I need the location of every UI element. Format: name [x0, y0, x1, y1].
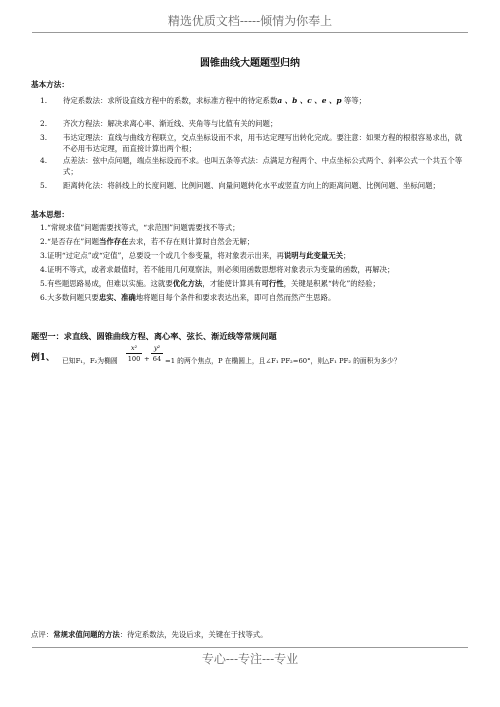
- method-3-number: 3.: [40, 133, 48, 142]
- idea-5-text-mid: ，才能使计算具有: [202, 279, 262, 288]
- method-2: 齐次方程法：解决求离心率、渐近线、夹角等与比值有关的问题；: [63, 119, 278, 128]
- method-1: [63, 95, 366, 106]
- idea-1-text: “常规求值”问题需要找等式，“求范围”问题需要找不等式；: [47, 223, 240, 232]
- idea-5-emphasis: 优化方法: [172, 279, 203, 288]
- footer-divider: [32, 647, 468, 648]
- fraction-2-numerator: y²: [153, 344, 161, 352]
- method-3: 韦达定理法：直线与曲线方程联立，交点坐标设而不求，用韦达定理写出转化完成。要注意：如果方程的根很容易求出，就不必用韦达定理，而直接计算出两个根；: [63, 133, 463, 153]
- method-1-text: 待定系数法：求所设直线方程中的系数，求标准方程中的待定系数: [63, 96, 278, 105]
- idea-6-text: 大多数问题只要: [47, 293, 99, 302]
- idea-5-emphasis-2: 可行性: [261, 279, 284, 288]
- example-1-question: =1 的两个焦点，P 在椭圆上，且∠F₁ PF₂=60°，则△F₁ PF₂ 的面积为多少？: [165, 357, 401, 365]
- method-1-variables: a 、b 、c 、e 、p: [277, 96, 342, 105]
- idea-2-number: 2.: [40, 237, 48, 246]
- method-1-number: 1.: [40, 96, 48, 105]
- page-footer: 专心---专注---专业: [201, 652, 299, 666]
- header-divider: [32, 32, 468, 33]
- idea-4-number: 4.: [40, 265, 48, 274]
- fraction-x-squared-over-100: [126, 344, 142, 363]
- method-5-number: 5.: [40, 181, 48, 190]
- idea-3-number: 3.: [40, 251, 48, 260]
- basic-methods-heading: 基本方法：: [31, 80, 69, 89]
- fraction-1-bar: [126, 353, 142, 354]
- idea-6-emphasis: 忠实、准确: [98, 293, 136, 302]
- method-5: 距离转化法：将斜线上的长度问题、比例问题、向量问题转化水平或竖直方向上的距离问题、比例问题、坐标问题；: [63, 181, 440, 190]
- idea-3-emphasis: 说明与此变量无关: [283, 251, 344, 260]
- idea-6-number: 6.: [40, 293, 48, 302]
- idea-3-text-end: ；: [343, 251, 351, 260]
- example-1-text: 已知F₁，F₂为椭圆: [62, 357, 118, 365]
- page-header: 精选优质文档-----倾情为你奉上: [167, 14, 333, 28]
- fraction-2-denominator: 64: [152, 355, 162, 363]
- idea-3-text: 证明“过定点”或“定值”，总要设一个或几个参变量，将对象表示出来，再: [47, 251, 284, 260]
- idea-6-text-end: 地将题目每个条件和要求表达出来，即可自然而然产生思路。: [135, 293, 336, 302]
- idea-4-text: 证明不等式，或者求最值时，若不能用几何观察法，则必须用函数思想将对象表示为变量的函数，再解决；: [47, 265, 395, 274]
- idea-2: [40, 236, 254, 247]
- comment: [31, 629, 268, 640]
- example-1-label: 例1、: [31, 353, 55, 363]
- idea-2-emphasis: 当作存在: [98, 237, 129, 246]
- plus-sign: +: [144, 355, 150, 363]
- idea-5: [40, 278, 380, 289]
- method-1-text-end: 等等；: [343, 96, 367, 105]
- idea-3: [40, 250, 350, 261]
- method-2-number: 2.: [40, 119, 48, 128]
- idea-5-text: 有些题思路易成，但难以实施。这就要: [47, 279, 173, 288]
- fraction-1-denominator: 100: [127, 355, 141, 363]
- idea-2-text-end: 去求，若不存在则计算时自然会无解；: [128, 237, 255, 246]
- comment-label: 点评：: [31, 630, 54, 639]
- fraction-y-squared-over-64: [151, 344, 163, 363]
- method-4: 点差法：弦中点问题，端点坐标设而不求。也叫五条等式法：点满足方程两个、中点坐标公式两个、斜率公式一个共五个等式；: [63, 156, 463, 176]
- fraction-2-bar: [151, 353, 163, 354]
- idea-5-number: 5.: [40, 279, 48, 288]
- idea-5-text-end: ，关键是积累“转化”的经验；: [283, 279, 380, 288]
- fraction-1-numerator: x²: [130, 344, 138, 352]
- idea-2-text: “是否存在”问题: [47, 237, 99, 246]
- document-title: 圆锥曲线大题题型归纳: [200, 58, 300, 69]
- method-4-number: 4.: [40, 156, 48, 165]
- basic-ideas-heading: 基本思想：: [31, 210, 69, 219]
- idea-4: [40, 264, 394, 275]
- comment-emphasis: 常规求值问题的方法: [53, 630, 120, 639]
- comment-text: ：待定系数法，先设后求，关键在于找等式。: [119, 630, 268, 639]
- idea-6: [40, 292, 335, 303]
- idea-1-number: 1.: [40, 223, 48, 232]
- section-1-title: 题型一：求直线、圆锥曲线方程、离心率、弦长、渐近线等常规问题: [31, 331, 277, 341]
- idea-1: [40, 222, 240, 233]
